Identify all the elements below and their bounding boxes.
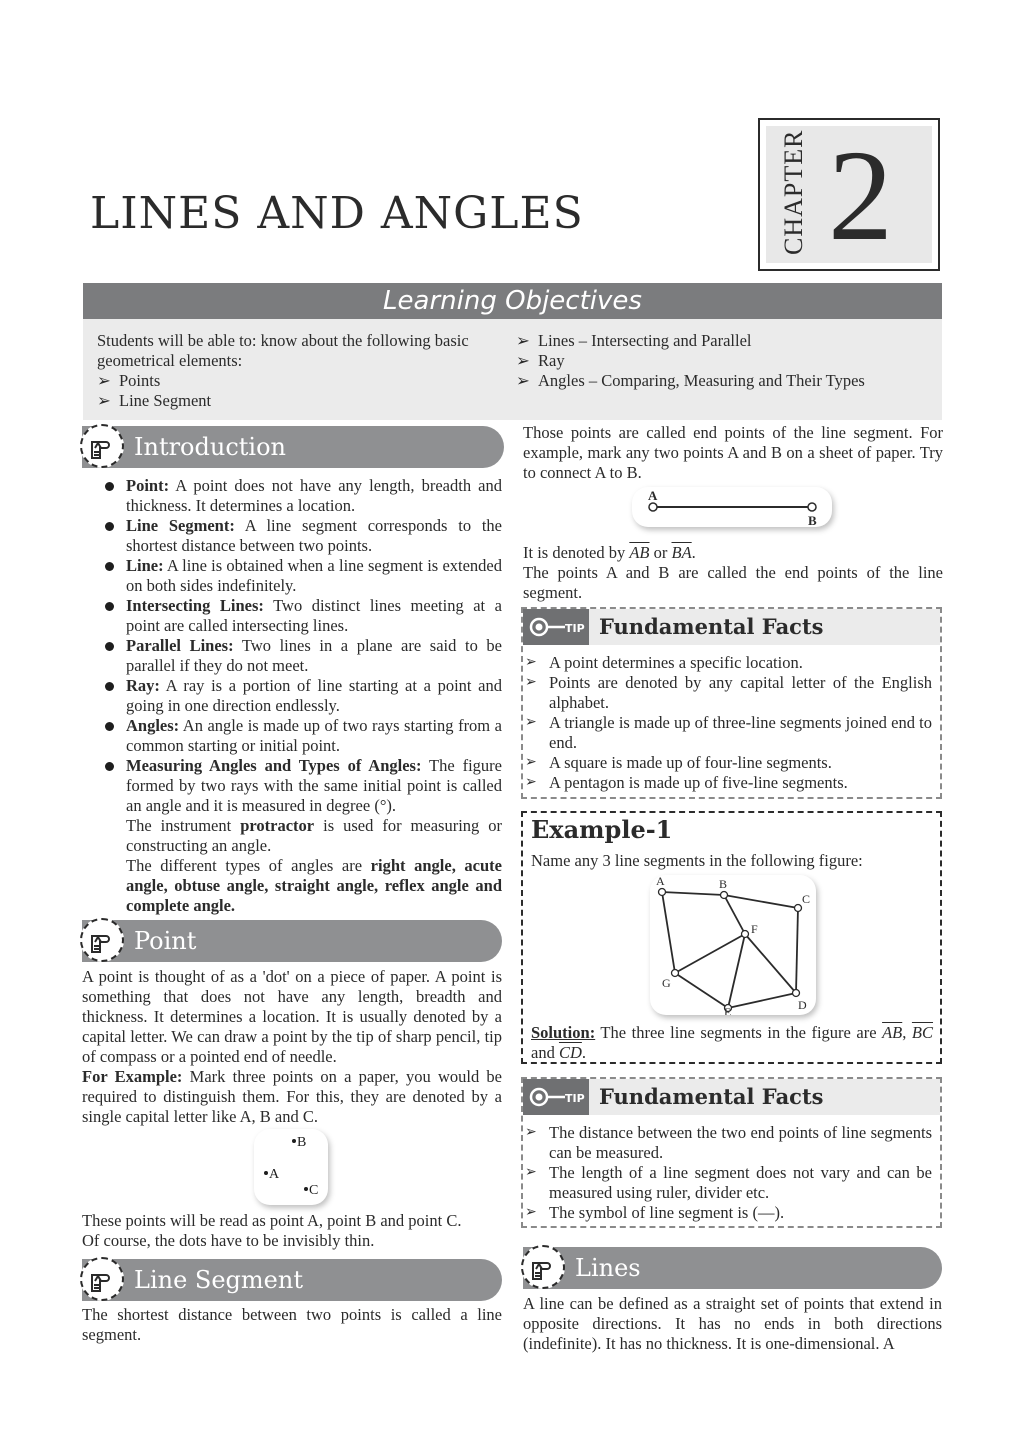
text: Of course, the dots have to be invisibly thin. — [82, 1231, 375, 1250]
intro-item — [82, 676, 502, 716]
angle-types-note — [126, 856, 502, 916]
definition: A line segment corresponds to the shortest distance between two points. — [126, 516, 502, 555]
definition: Two lines in a plane are said to be parallel if they do not meet. — [126, 636, 502, 675]
fundamental-facts-header — [523, 1079, 940, 1115]
vertex-a — [659, 889, 666, 896]
fundamental-facts-box — [521, 607, 942, 799]
text: and — [531, 1043, 559, 1062]
section-header-lines — [523, 1247, 942, 1289]
edge-fd — [745, 934, 796, 993]
fact-item: ➢ Points are denoted by any capital letter of the English alphabet. — [523, 673, 932, 713]
line-segment-continued: Those points are called end points of the line segment. For example, mark any two points A and B on a sheet of paper. Try to connect A to B. — [523, 423, 943, 482]
fundamental-facts-list — [523, 1115, 940, 1225]
term: Line Segment: — [126, 516, 235, 535]
fact-item: ➢ A pentagon is made up of five-line segments. — [523, 773, 932, 793]
point-c-dot — [304, 1187, 308, 1191]
intro-item — [82, 716, 502, 756]
endpoint-a-label: A — [648, 488, 658, 503]
text: , — [902, 1023, 907, 1042]
edge-cd — [796, 908, 798, 993]
solution-label: Solution: — [531, 1023, 596, 1042]
section-header-line-segment — [82, 1259, 502, 1301]
svg-text:TIP: TIP — [565, 622, 585, 635]
example-figure-svg — [650, 875, 816, 1015]
chapter-number: 2 — [828, 124, 893, 268]
vertex-g-label: G — [662, 976, 671, 990]
edge-fe — [728, 934, 745, 1008]
vertex-d-label: D — [798, 998, 807, 1012]
chapter-badge-panel — [766, 124, 932, 268]
section-title: Lines — [575, 1254, 641, 1282]
vertex-c — [795, 905, 802, 912]
chapter-label: CHAPTER — [779, 129, 808, 255]
vertex-a-label: A — [656, 875, 665, 888]
text: is used for measuring or constructing an angle. — [126, 816, 503, 855]
fact-item: ➢ The length of a line segment does not vary and can be measured using ruler, divider etc. — [523, 1163, 932, 1203]
section-title: Introduction — [134, 433, 286, 461]
text: These points will be read as point A, point B and point C. — [82, 1211, 462, 1230]
objective-item — [516, 371, 936, 391]
edge-ge — [675, 973, 728, 1008]
edge-ag — [662, 892, 675, 973]
objective-item — [516, 331, 936, 351]
intro-item — [82, 516, 502, 556]
pointing-hand-icon — [80, 424, 124, 468]
section-title: Point — [134, 927, 197, 955]
text: It is denoted by — [523, 543, 630, 562]
line-segment-svg — [632, 487, 832, 527]
text: . — [691, 543, 696, 562]
objective-label: Ray — [538, 351, 565, 370]
definition: A ray is a portion of line starting at a point and going in one direction endlessly. — [126, 676, 502, 715]
fundamental-facts-header — [523, 609, 940, 645]
definition: Two distinct lines meeting at a point are called intersecting lines. — [126, 596, 502, 635]
fundamental-facts-title: Fundamental Facts — [599, 1084, 824, 1109]
text: The instrument — [126, 816, 241, 835]
lines-paragraph: A line can be defined as a straight set of points that extend in opposite directions. It has no ends in both directions (indefinite). It has no thickness. It is one-dimensional. A — [523, 1294, 942, 1353]
points-figure — [254, 1129, 328, 1205]
edge-bf — [724, 895, 745, 934]
protractor-note — [126, 816, 502, 856]
introduction-list — [82, 476, 502, 916]
vertex-f-label: F — [751, 922, 758, 936]
denoted-text — [523, 543, 943, 563]
text: . — [581, 1043, 586, 1062]
example-solution — [531, 1023, 933, 1063]
pointing-hand-icon — [80, 1257, 124, 1301]
segment-symbol: $\overline{BA}$ — [671, 543, 692, 562]
chapter-badge — [758, 118, 940, 271]
intro-item — [82, 636, 502, 676]
segment-symbol: $\overline{AB}$ — [629, 543, 650, 562]
fact-item: ➢ The distance between the two end points of line segments can be measured. — [523, 1123, 932, 1163]
learning-objectives-header — [83, 283, 942, 319]
term: Line: — [126, 556, 164, 575]
point-c-label: C — [309, 1183, 319, 1198]
text: The three line segments in the figure are — [595, 1023, 883, 1042]
edge-ed — [728, 993, 796, 1008]
term: Ray: — [126, 676, 160, 695]
svg-text:TIP: TIP — [565, 1092, 585, 1105]
learning-objectives-intro: Students will be able to: know about the following basic geometrical elements: — [97, 331, 469, 370]
example-question: Name any 3 line segments in the following figure: — [531, 851, 863, 870]
points-figure-svg — [254, 1129, 328, 1205]
intro-item — [82, 756, 502, 916]
point-after — [82, 1211, 502, 1251]
segment-symbol: $\overline{BC}$ — [911, 1023, 934, 1042]
vertex-c-label: C — [802, 892, 811, 906]
term: Point: — [126, 476, 170, 495]
point-a-dot — [264, 1171, 268, 1175]
fundamental-facts-list — [523, 645, 940, 795]
pointing-hand-icon — [80, 918, 124, 962]
example-title: Example-1 — [531, 815, 673, 844]
learning-objectives-left — [97, 331, 507, 411]
objective-item — [97, 371, 507, 391]
vertex-b-label: B — [719, 877, 728, 891]
fact-item: ➢ A point determines a specific location. — [523, 653, 932, 673]
text: The different types of angles are — [126, 856, 371, 875]
intro-item — [82, 596, 502, 636]
learning-objectives-title: Learning Objectives — [383, 286, 642, 316]
section-header-point — [82, 920, 502, 962]
fundamental-facts-title: Fundamental Facts — [599, 614, 824, 639]
vertex-e-label: E — [724, 1005, 732, 1015]
endpoint-b-label: B — [808, 513, 817, 527]
point-a-label: A — [269, 1167, 280, 1182]
arrow-bullet-icon: ➢ — [516, 331, 530, 350]
term: Parallel Lines: — [126, 636, 234, 655]
term: right angle, acute angle, obtuse angle, straight angle, reflex angle and complete angle. — [126, 856, 502, 915]
line-segment-paragraph: The shortest distance between two points is called a line segment. — [82, 1305, 502, 1344]
fundamental-facts-box — [521, 1077, 942, 1228]
term: Intersecting Lines: — [126, 596, 264, 615]
intro-item — [82, 556, 502, 596]
point-b-dot — [292, 1139, 296, 1143]
introduction-body — [82, 476, 502, 916]
pointing-hand-icon — [521, 1245, 565, 1289]
vertex-b — [721, 892, 728, 899]
learning-objectives-panel — [83, 319, 942, 420]
definition: The figure formed by two rays with the same initial point is called an angle and it is measured in degree (°). — [126, 756, 502, 815]
objective-item — [516, 351, 936, 371]
edge-ab — [662, 892, 724, 895]
arrow-bullet-icon: ➢ — [516, 351, 530, 370]
arrow-bullet-icon: ➢ — [97, 391, 111, 410]
objective-label: Lines – Intersecting and Parallel — [538, 331, 752, 350]
line-segment-notation — [523, 543, 943, 603]
vertex-d — [793, 990, 800, 997]
definition: A point does not have any length, breadth and thickness. It determines a location. — [126, 476, 502, 515]
intro-item — [82, 476, 502, 516]
term: Angles: — [126, 716, 180, 735]
term: protractor — [240, 816, 315, 835]
fact-item: ➢ A square is made up of four-line segments. — [523, 753, 932, 773]
term: For Example: — [82, 1067, 183, 1086]
arrow-bullet-icon: ➢ — [97, 371, 111, 390]
point-body — [82, 967, 502, 1127]
page-title: LINES AND ANGLES — [90, 188, 584, 239]
objective-item — [97, 391, 507, 411]
endpoint-a — [649, 503, 657, 511]
key-tip-icon — [523, 609, 589, 645]
fact-item: ➢ The symbol of line segment is (—). — [523, 1203, 932, 1223]
learning-objectives-right — [516, 331, 936, 391]
vertex-f — [742, 931, 749, 938]
objective-label: Points — [119, 371, 161, 390]
point-paragraph: A point is thought of as a 'dot' on a piece of paper. A point is something that does not have any length, breadth and thickness. It determines a location. It is usually denoted by a capital letter. We can draw a point by the tip of sharp pencil, tip of compass or a pointed end of needle. — [82, 967, 502, 1066]
endpoints-text: The points A and B are called the end points of the line segment. — [523, 563, 943, 602]
definition: A line is obtained when a line segment is extended on both sides indefinitely. — [126, 556, 502, 595]
point-example — [82, 1067, 502, 1127]
vertex-g — [672, 970, 679, 977]
fact-item: ➢ A triangle is made up of three-line segments joined end to end. — [523, 713, 932, 753]
text: Mark three points on a paper, you would be required to distinguish them. For this, they are denoted by a single capital letter like A, B and C. — [82, 1067, 503, 1126]
text: or — [649, 543, 672, 562]
section-header-introduction — [82, 426, 504, 468]
key-tip-icon — [523, 1079, 589, 1115]
edge-bc — [724, 895, 798, 908]
definition: An angle is made up of two rays starting from a common starting or initial point. — [126, 716, 502, 755]
point-b-label: B — [297, 1135, 307, 1150]
edge-gf — [675, 934, 745, 973]
objective-label: Line Segment — [119, 391, 212, 410]
segment-symbol: $\overline{AB}$ — [882, 1023, 903, 1042]
segment-symbol: $\overline{CD}$ — [558, 1043, 582, 1062]
section-title: Line Segment — [134, 1266, 303, 1294]
objective-label: Angles – Comparing, Measuring and Their Types — [538, 371, 865, 390]
example-figure — [650, 875, 816, 1015]
endpoint-b — [808, 503, 816, 511]
arrow-bullet-icon: ➢ — [516, 371, 530, 390]
term: Measuring Angles and Types of Angles: — [126, 756, 422, 775]
example-box — [521, 811, 942, 1064]
line-segment-figure — [632, 487, 832, 527]
